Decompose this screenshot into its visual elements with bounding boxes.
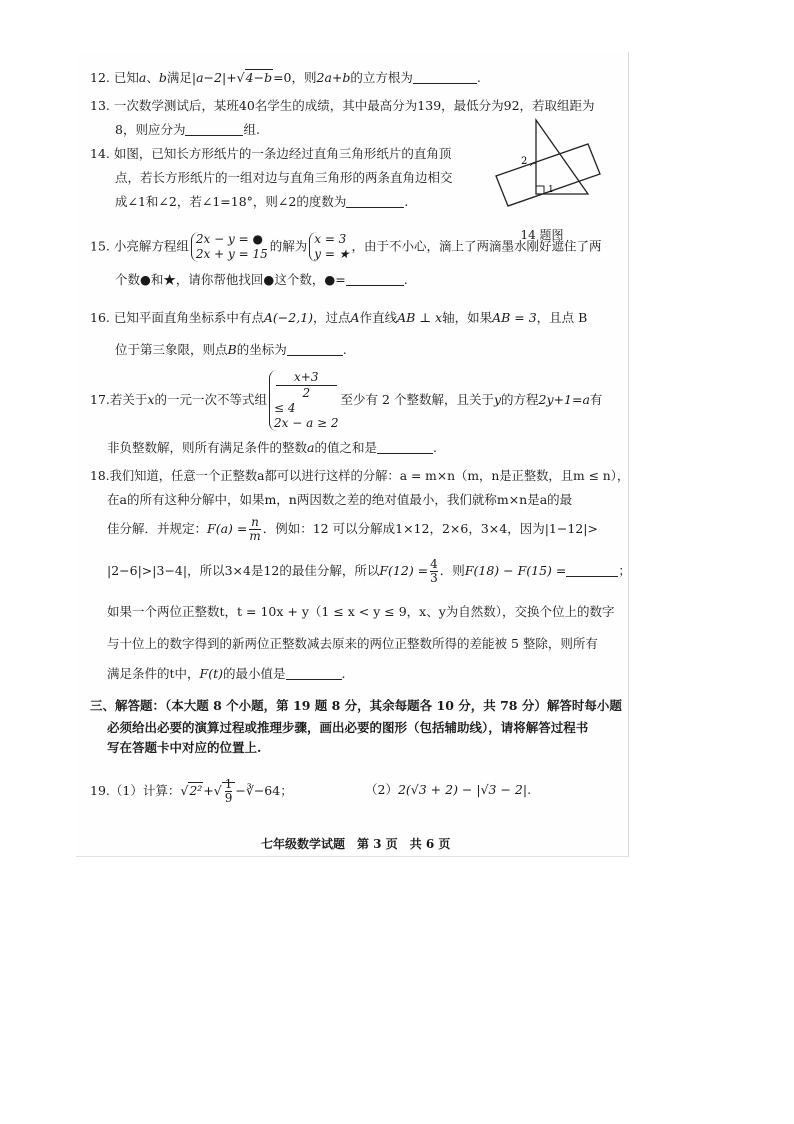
- question-number: 13.: [90, 98, 110, 113]
- figure-label-1: 1: [548, 185, 554, 195]
- solution-system: x = 3 y = ★: [309, 232, 349, 262]
- question-18-line5: 如果一个两位正整数t，t = 10x + y（1 ≤ x < y ≤ 9，x、y为自然数），交换个位上的数字: [107, 604, 615, 619]
- question-number: 15.: [90, 238, 110, 254]
- inequality-system: x+3 2 ≤ 4 2x − a ≥ 2: [269, 370, 339, 431]
- figure-label-2: 2: [521, 156, 528, 167]
- question-number: 18.: [90, 469, 110, 483]
- question-14-line1: 14. 如图，已知长方形纸片的一条边经过直角三角形纸片的直角顶: [90, 146, 452, 161]
- question-14-line2: 点，若长方形纸片的一组对边与直角三角形的两条直角边相交: [115, 170, 453, 185]
- question-18-line3: 佳分解．并规定：F(a) = $\frac{n}{m}$ ．例如：12 可以分解成1×12，2×6，3×4，因为|1−12|>: [107, 515, 598, 543]
- question-number: 19.: [90, 783, 110, 798]
- answer-blank[interactable]: [377, 441, 433, 454]
- question-number: 12.: [90, 70, 110, 85]
- answer-blank[interactable]: [286, 667, 342, 680]
- section-3-title: 三、解答题：（本大题 8 个小题，第 19 题 8 分，其余每题各 10 分，共 78 分）解答时每小题: [90, 698, 622, 713]
- answer-blank[interactable]: [346, 195, 404, 208]
- question-16-line2: 位于第三象限，则点B的坐标为 .: [115, 342, 347, 357]
- question-15-line2: 个数●和★，请你帮他找回●这个数，●= .: [115, 272, 408, 287]
- question-13-line1: 13. 一次数学测试后，某班40名学生的成绩，其中最高分为139，最低分为92，若取组距为: [90, 98, 595, 113]
- question-18-line1: 18.我们知道，任意一个正整数a都可以进行这样的分解：a = m×n（m，n是正整数，且m ≤ n），: [90, 469, 630, 483]
- figure-caption: 14 题图: [520, 228, 564, 242]
- question-19-part2: （2）2(√3 + 2) − |√3 − 2|.: [365, 782, 532, 797]
- question-15-line1: 15. 小亮解方程组 2x − y = ● 2x + y = 15 的解为 x = 3 y = ★ ，由于不小心，滴上了两滴墨水刚好遮住了两: [90, 232, 602, 261]
- answer-blank[interactable]: [566, 564, 618, 577]
- question-12: 12. 已知a、b满足|a−2|+√4−b=0，则2a+b的立方根为 .: [90, 70, 481, 85]
- question-16-line1: 16. 已知平面直角坐标系中有点A(−2,1)，过点A作直线AB ⊥ x轴，如果AB = 3，且点 B: [90, 310, 588, 325]
- section-3-line2: 必须给出必要的演算过程或推理步骤，画出必要的图形（包括辅助线），请将解答过程书: [107, 720, 589, 735]
- question-17-line2: 非负整数解，则所有满足条件的整数a的值之和是 .: [107, 440, 437, 455]
- question-18-line4: |2−6|>|3−4|，所以3×4是12的最佳分解，所以F(12) = $\frac{4}{3}$ ．则F(18) − F(15) = ；: [107, 557, 631, 585]
- question-number: 17.: [90, 392, 110, 407]
- answer-blank[interactable]: [346, 273, 404, 286]
- figure-14: [492, 118, 604, 243]
- equation-system: 2x − y = ● 2x + y = 15: [191, 232, 268, 262]
- question-number: 14.: [90, 146, 110, 161]
- triangle-rectangle-diagram: [492, 118, 604, 228]
- question-19: 19.（1）计算：√2²+√ $\frac{1}{9}$ −∛−64；: [90, 777, 293, 805]
- question-18-line2: 在a的所有这种分解中，如果m，n两因数之差的绝对值最小，我们就称m×n是a的最: [107, 492, 573, 507]
- answer-blank[interactable]: [185, 123, 243, 136]
- question-14-line3: 成∠1和∠2，若∠1=18°，则∠2的度数为 .: [115, 194, 409, 209]
- question-17-line1: 17.若关于x的一元一次不等式组 x+3 2 ≤ 4 2x − a ≥ 2 至少有 2 个整数解，且关于y的方程2y+1=a有: [90, 370, 603, 430]
- answer-blank[interactable]: [413, 71, 477, 84]
- answer-blank[interactable]: [287, 343, 343, 356]
- question-18-line7: 满足条件的t中，F(t)的最小值是 .: [107, 666, 346, 681]
- question-13-line2: 8，则应分为 组.: [115, 122, 260, 137]
- page-footer: 七年级数学试题 第 3 页 共 6 页: [261, 837, 451, 851]
- question-number: 16.: [90, 310, 110, 325]
- section-3-line3: 写在答题卡中对应的位置上.: [107, 740, 262, 755]
- question-18-line6: 与十位上的数字得到的新两位正整数减去原来的两位正整数所得的差能被 5 整除，则所有: [107, 636, 598, 651]
